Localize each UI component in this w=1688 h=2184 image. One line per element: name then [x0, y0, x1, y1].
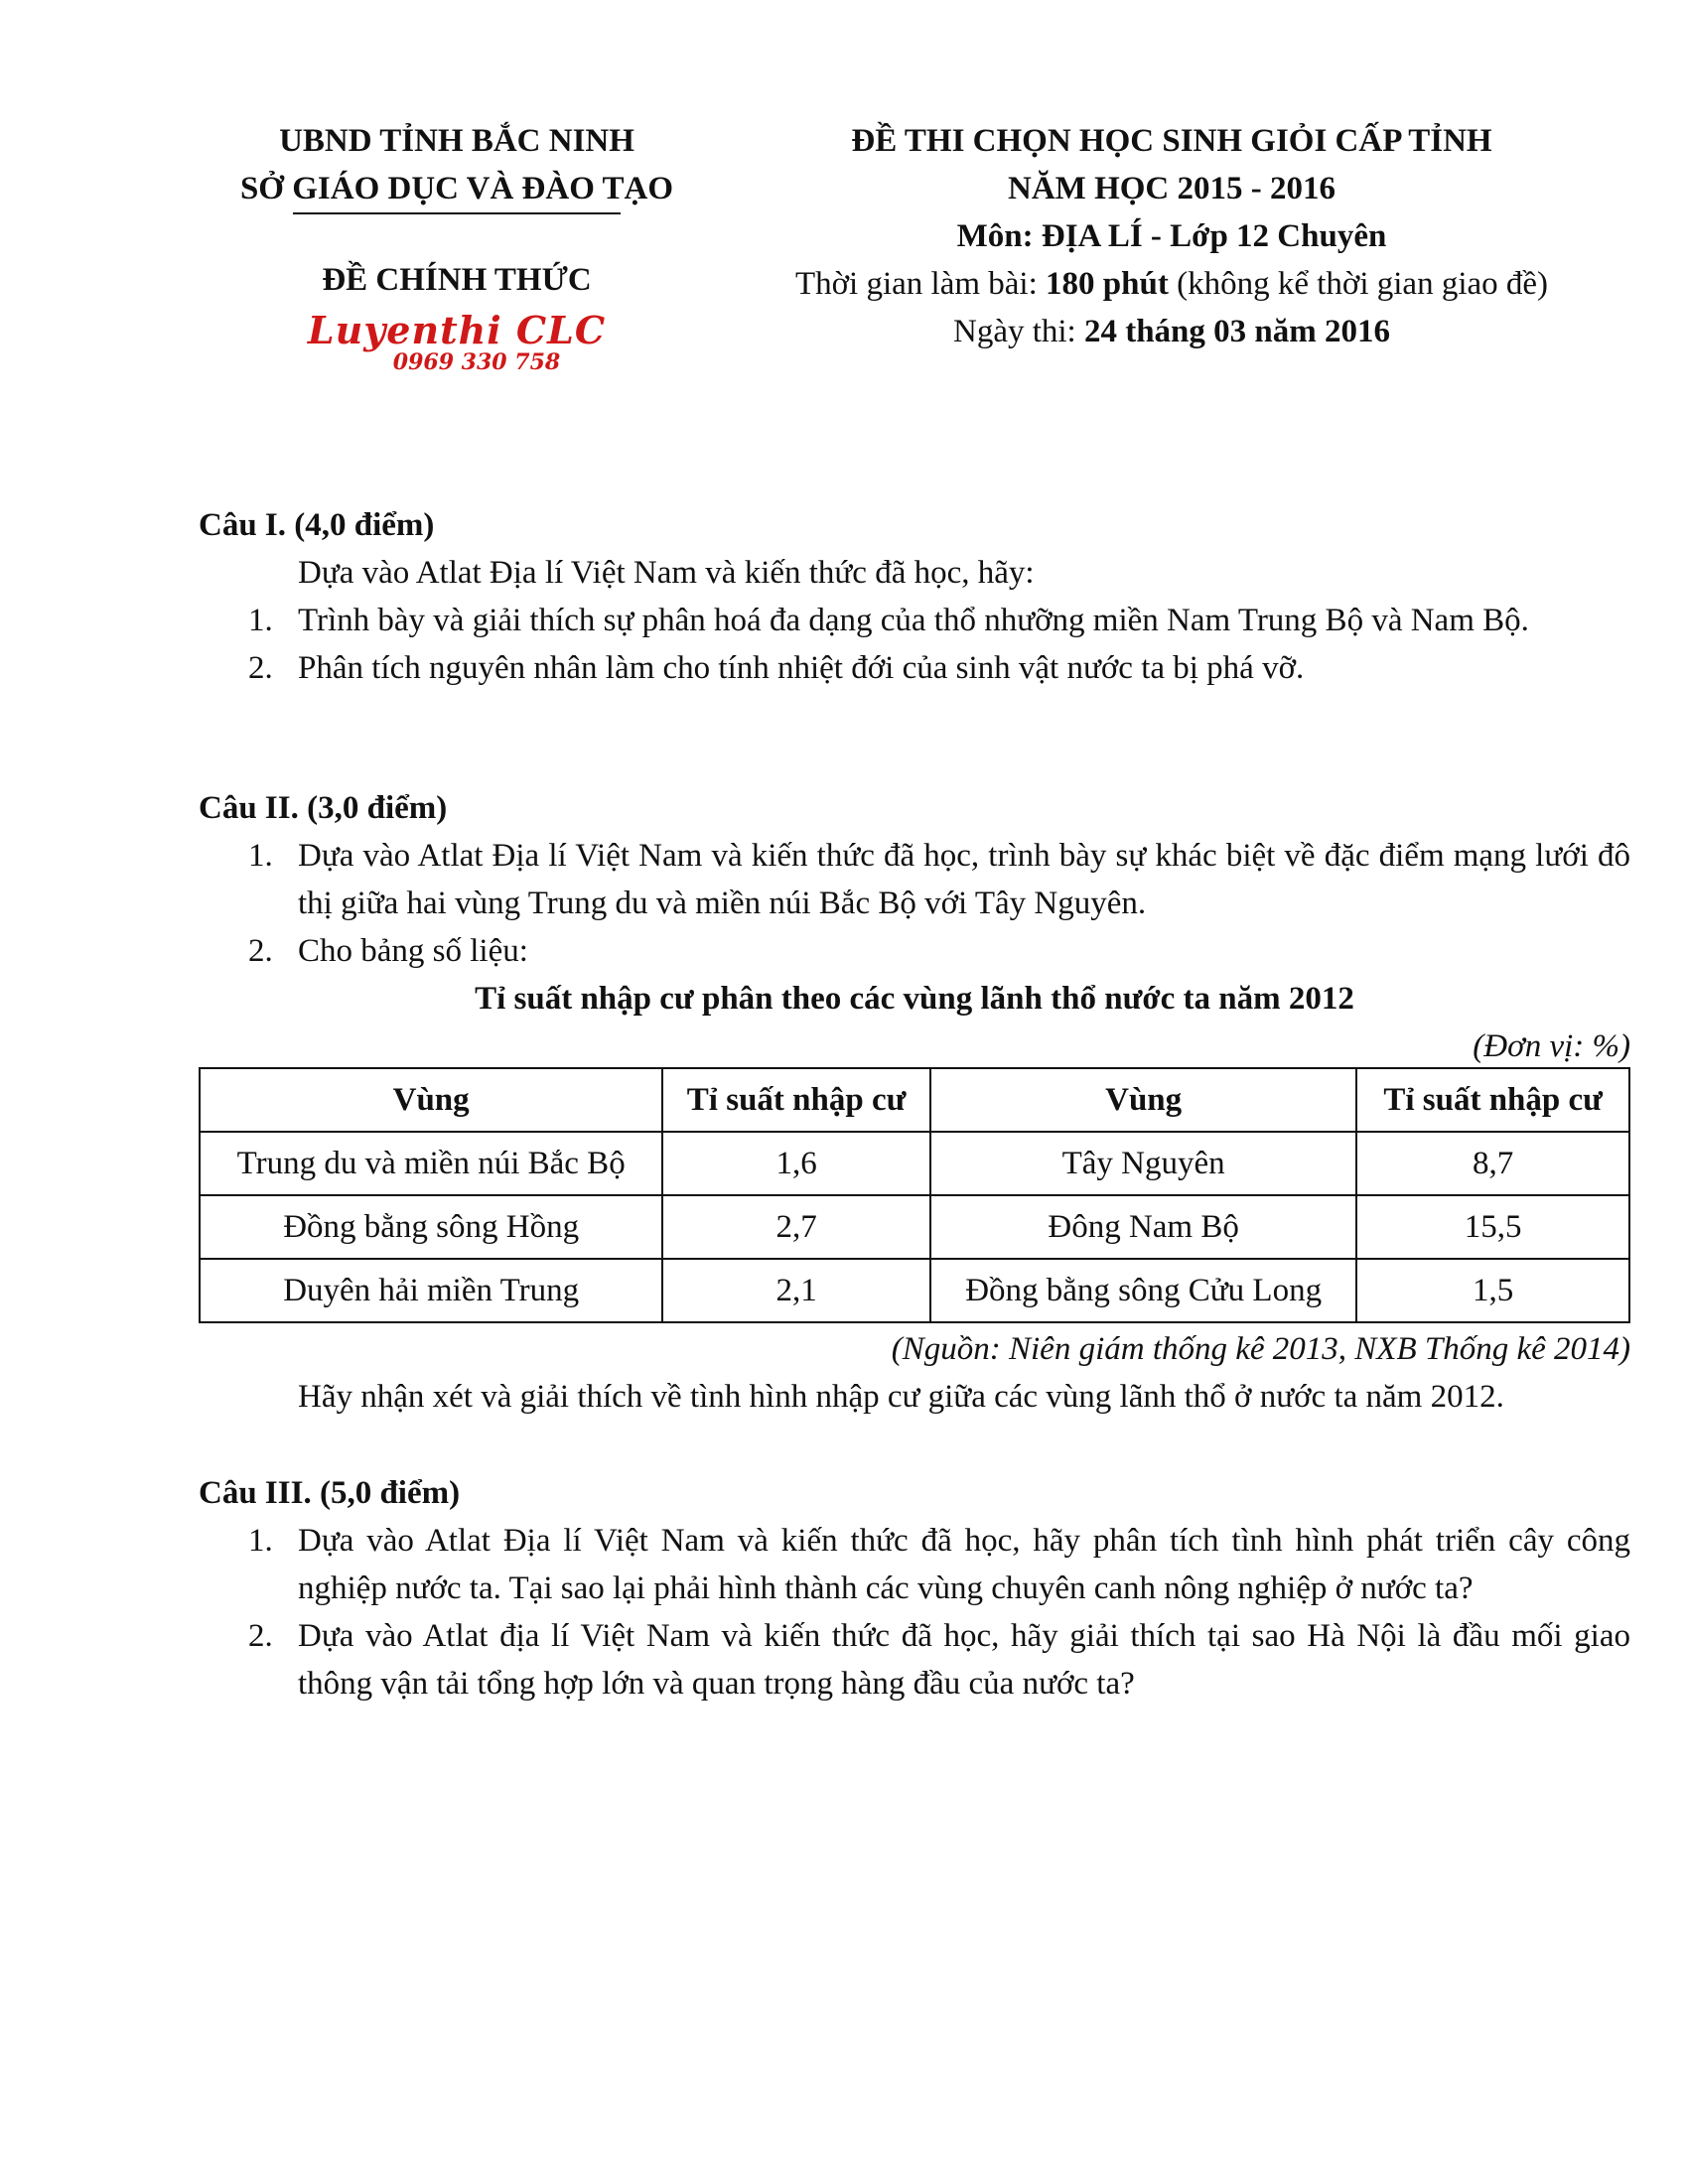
date-prefix: Ngày thi:	[952, 314, 1084, 349]
item-text: Trình bày và giải thích sự phân hoá đa dạng của thổ nhưỡng miền Nam Trung Bộ và Nam Bộ.	[298, 603, 1529, 638]
time-suffix: (không kể thời gian giao đề)	[1168, 266, 1549, 302]
question-1-items	[199, 597, 1630, 692]
subject-line: Môn: ĐỊA LÍ - Lớp 12 Chuyên	[956, 218, 1387, 254]
table-unit: (Đơn vị: %)	[1473, 1028, 1630, 1064]
item-number: 1.	[248, 838, 273, 874]
time-prefix: Thời gian làm bài:	[794, 266, 1047, 302]
column-header: Vùng	[200, 1068, 662, 1132]
table-cell: 1,6	[662, 1132, 930, 1195]
table-cell: Tây Nguyên	[930, 1132, 1356, 1195]
table-cell: 2,1	[662, 1259, 930, 1322]
list-item	[199, 832, 1630, 927]
question-1-title: Câu I. (4,0 điểm)	[199, 507, 435, 543]
table-header-row	[200, 1068, 1629, 1132]
list-item	[199, 644, 1630, 692]
table-cell: 1,5	[1356, 1259, 1629, 1322]
list-item	[199, 1612, 1630, 1707]
question-2-title: Câu II. (3,0 điểm)	[199, 790, 448, 826]
department-name: SỞ GIÁO DỤC VÀ ĐÀO TẠO	[239, 171, 674, 206]
question-3-title: Câu III. (5,0 điểm)	[199, 1475, 461, 1511]
logo-phone: 0969 330 758	[392, 349, 561, 375]
migration-table	[199, 1067, 1630, 1323]
table-cell: 15,5	[1356, 1195, 1629, 1259]
table-cell: Đông Nam Bộ	[930, 1195, 1356, 1259]
watermark-logo	[199, 308, 715, 375]
question-3-items	[199, 1517, 1630, 1707]
question-2-items	[199, 832, 1630, 975]
header-right	[735, 117, 1609, 355]
date-value: 24 tháng 03 năm 2016	[1083, 314, 1391, 349]
logo-text: Luyenthi CLC	[307, 308, 607, 352]
table-row	[200, 1195, 1629, 1259]
item-text: Dựa vào Atlat địa lí Việt Nam và kiến thức đã học, hãy giải thích tại sao Hà Nội là đầu mối giao thông vận tải tổng hợp lớn và quan trọng hàng đầu của nước ta?	[298, 1618, 1630, 1702]
list-item	[199, 597, 1630, 644]
table-cell: 2,7	[662, 1195, 930, 1259]
table-row	[200, 1259, 1629, 1322]
authority-name: UBND TỈNH BẮC NINH	[279, 123, 634, 159]
question-2-closing: Hãy nhận xét và giải thích về tình hình nhập cư giữa các vùng lãnh thổ ở nước ta năm 2012.	[298, 1379, 1504, 1415]
question-3	[199, 1469, 1630, 1707]
column-header: Tỉ suất nhập cư	[662, 1068, 930, 1132]
item-number: 2.	[248, 933, 273, 969]
item-text: Cho bảng số liệu:	[298, 933, 528, 969]
question-1	[199, 501, 1630, 692]
table-cell: Trung du và miền núi Bắc Bộ	[200, 1132, 662, 1195]
exam-title: ĐỀ THI CHỌN HỌC SINH GIỎI CẤP TỈNH	[851, 123, 1492, 159]
question-2	[199, 784, 1630, 1070]
list-item	[199, 927, 1630, 975]
school-year: NĂM HỌC 2015 - 2016	[1008, 171, 1336, 206]
item-text: Dựa vào Atlat Địa lí Việt Nam và kiến thức đã học, hãy phân tích tình hình phát triển cây công nghiệp nước ta. Tại sao lại phải hình thành các vùng chuyên canh nông nghiệp ở nước ta?	[298, 1523, 1630, 1606]
table-title: Tỉ suất nhập cư phân theo các vùng lãnh thổ nước ta năm 2012	[475, 981, 1354, 1017]
item-number: 2.	[248, 650, 273, 686]
question-2-after-table	[199, 1325, 1630, 1421]
time-line	[735, 260, 1609, 308]
item-number: 1.	[248, 1523, 273, 1559]
item-text: Phân tích nguyên nhân làm cho tính nhiệt đới của sinh vật nước ta bị phá vỡ.	[298, 650, 1305, 686]
table-cell: 8,7	[1356, 1132, 1629, 1195]
column-header: Vùng	[930, 1068, 1356, 1132]
item-number: 1.	[248, 603, 273, 638]
table-cell: Đồng bằng sông Cửu Long	[930, 1259, 1356, 1322]
header-left	[199, 117, 715, 373]
time-value: 180 phút	[1046, 266, 1169, 302]
table-source: (Nguồn: Niên giám thống kê 2013, NXB Thống kê 2014)	[891, 1331, 1630, 1367]
column-header: Tỉ suất nhập cư	[1356, 1068, 1629, 1132]
table-cell: Đồng bằng sông Hồng	[200, 1195, 662, 1259]
list-item	[199, 1517, 1630, 1612]
question-1-intro: Dựa vào Atlat Địa lí Việt Nam và kiến thức đã học, hãy:	[298, 555, 1035, 591]
official-label: ĐỀ CHÍNH THỨC	[322, 262, 592, 298]
item-number: 2.	[248, 1618, 273, 1654]
date-line	[735, 308, 1609, 355]
item-text: Dựa vào Atlat Địa lí Việt Nam và kiến thức đã học, trình bày sự khác biệt về đặc điểm mạng lưới đô thị giữa hai vùng Trung du và miền núi Bắc Bộ với Tây Nguyên.	[298, 838, 1630, 921]
table-row	[200, 1132, 1629, 1195]
table-cell: Duyên hải miền Trung	[200, 1259, 662, 1322]
